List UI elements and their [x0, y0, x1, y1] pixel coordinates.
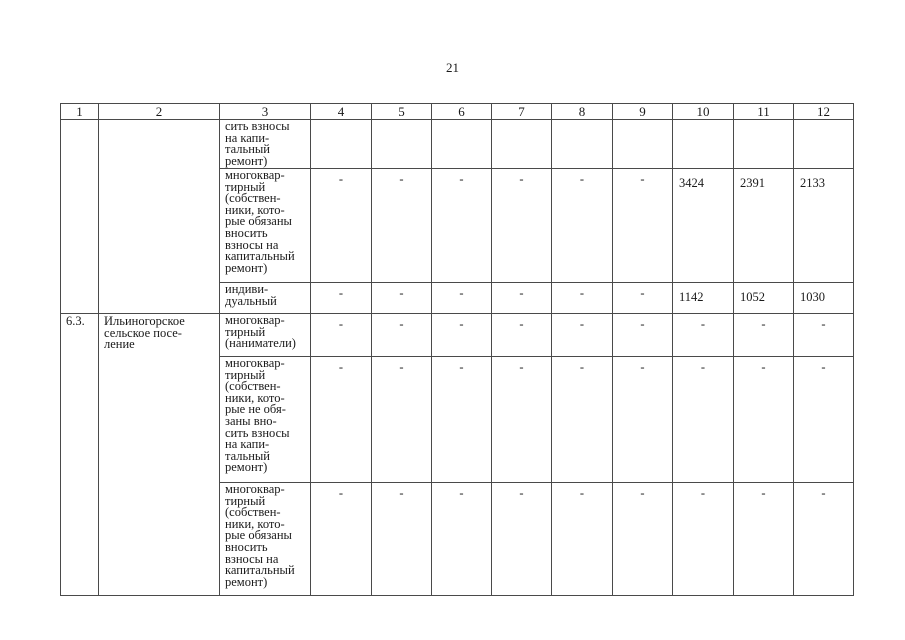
table-row	[61, 120, 854, 169]
value-cell-text	[734, 120, 793, 125]
value-cell-text: 2391	[740, 176, 765, 190]
table-row	[61, 483, 854, 596]
row-number-cell	[61, 483, 99, 596]
value-cell-text: -	[399, 172, 404, 186]
settlement-cell-text	[99, 120, 219, 122]
header-cell: 3	[220, 104, 311, 120]
value-cell	[734, 314, 794, 357]
value-cell-text: -	[640, 286, 645, 300]
value-cell	[372, 120, 432, 169]
value-cell	[734, 120, 794, 169]
row-number-cell	[61, 283, 99, 314]
value-cell	[311, 483, 372, 596]
header-cell: 8	[552, 104, 613, 120]
housing-type-cell	[220, 283, 311, 314]
header-cell: 12	[794, 104, 854, 120]
row-number-cell-text	[61, 357, 98, 359]
housing-type-cell-text: многоквар- тирный (собствен- ники, кото- рые не обя- заны вно- сить взносы на капи- тальный ремонт)	[225, 356, 290, 475]
value-cell-text: -	[459, 317, 464, 331]
value-cell-text: -	[821, 360, 826, 374]
value-cell-text: -	[338, 360, 344, 374]
value-cell	[613, 283, 673, 314]
value-cell	[734, 483, 794, 596]
settlement-cell-text	[99, 483, 219, 485]
value-cell-text: -	[459, 286, 464, 300]
value-cell	[734, 283, 794, 314]
value-cell	[794, 314, 854, 357]
header-cell: 10	[673, 104, 734, 120]
value-cell-text: -	[399, 486, 404, 500]
header-cell: 1	[61, 104, 99, 120]
value-cell-text: -	[459, 486, 464, 500]
value-cell	[311, 357, 372, 483]
value-cell	[432, 283, 492, 314]
value-cell-text: -	[640, 172, 645, 186]
value-cell	[673, 169, 734, 283]
value-cell-text	[311, 120, 371, 125]
settlement-cell	[99, 283, 220, 314]
table-row	[61, 314, 854, 357]
housing-type-cell-text: многоквар- тирный (собствен- ники, кото- рые обязаны вносить взносы на капитальный ремонт)	[225, 168, 295, 275]
row-number-cell	[61, 169, 99, 283]
settlement-cell	[99, 483, 220, 596]
table-row	[61, 357, 854, 483]
value-cell	[432, 357, 492, 483]
header-cell: 6	[432, 104, 492, 120]
value-cell-text: -	[338, 286, 344, 300]
value-cell-text: -	[640, 360, 645, 374]
value-cell-text: 1142	[679, 290, 704, 304]
value-cell	[492, 314, 552, 357]
row-number-cell	[61, 314, 99, 357]
value-cell-text: -	[700, 317, 706, 331]
value-cell	[794, 283, 854, 314]
value-cell	[613, 357, 673, 483]
value-cell-text: 3424	[679, 176, 704, 190]
value-cell	[734, 169, 794, 283]
value-cell	[372, 483, 432, 596]
value-cell	[552, 357, 613, 483]
value-cell-text: -	[519, 172, 524, 186]
value-cell	[613, 314, 673, 357]
value-cell	[492, 357, 552, 483]
value-cell	[552, 120, 613, 169]
value-cell-text: -	[700, 486, 706, 500]
value-cell-text	[552, 120, 612, 125]
value-cell	[552, 283, 613, 314]
value-cell	[372, 283, 432, 314]
value-cell-text: -	[579, 360, 585, 374]
row-number-cell-text	[61, 483, 98, 485]
value-cell-text: 1030	[800, 290, 825, 304]
value-cell-text: -	[519, 317, 524, 331]
table-row	[61, 283, 854, 314]
value-cell-text: 2133	[800, 176, 825, 190]
housing-type-cell	[220, 314, 311, 357]
value-cell-text: -	[338, 486, 344, 500]
table-row	[61, 169, 854, 283]
value-cell	[734, 357, 794, 483]
value-cell-text: -	[761, 317, 766, 331]
value-cell	[673, 314, 734, 357]
row-number-cell-text	[61, 120, 98, 122]
value-cell	[311, 169, 372, 283]
housing-type-cell	[220, 483, 311, 596]
value-cell-text: -	[640, 486, 645, 500]
value-cell	[794, 357, 854, 483]
value-cell	[492, 120, 552, 169]
housing-type-cell-text: сить взносы на капи- тальный ремонт)	[225, 119, 290, 168]
value-cell	[673, 283, 734, 314]
value-cell	[613, 169, 673, 283]
value-cell	[552, 483, 613, 596]
value-cell	[673, 357, 734, 483]
header-cell: 5	[372, 104, 432, 120]
value-cell-text	[372, 120, 431, 125]
header-cell: 9	[613, 104, 673, 120]
value-cell	[372, 314, 432, 357]
value-cell-text: -	[821, 486, 826, 500]
value-cell	[311, 120, 372, 169]
row-number-cell-text	[61, 283, 98, 285]
value-cell-text	[492, 120, 551, 125]
settlement-cell-text	[99, 357, 219, 359]
value-cell	[492, 169, 552, 283]
value-cell-text: -	[761, 486, 766, 500]
value-cell-text: -	[519, 360, 524, 374]
value-cell	[432, 483, 492, 596]
value-cell-text: -	[399, 286, 404, 300]
value-cell-text: -	[519, 486, 524, 500]
value-cell	[311, 314, 372, 357]
housing-type-cell-text: многоквар- тирный (наниматели)	[225, 313, 296, 351]
settlement-cell	[99, 357, 220, 483]
table-body	[61, 104, 854, 596]
value-cell-text: -	[821, 317, 826, 331]
value-cell	[794, 483, 854, 596]
value-cell-text: -	[519, 286, 524, 300]
settlement-cell-text: Ильиногорское сельское посе- ление	[104, 314, 185, 352]
value-cell-text: -	[338, 172, 344, 186]
header-cell: 11	[734, 104, 794, 120]
value-cell-text: -	[579, 286, 585, 300]
value-cell	[794, 169, 854, 283]
value-cell-text: -	[399, 317, 404, 331]
housing-type-cell	[220, 169, 311, 283]
value-cell	[673, 120, 734, 169]
value-cell-text: 1052	[740, 290, 765, 304]
value-cell-text: -	[338, 317, 344, 331]
settlement-cell-text	[99, 169, 219, 171]
table-header-row	[61, 104, 854, 120]
row-number-cell	[61, 357, 99, 483]
housing-type-cell-text: многоквар- тирный (собствен- ники, кото- рые обязаны вносить взносы на капитальный ремонт)	[225, 482, 295, 589]
value-cell	[372, 357, 432, 483]
value-cell-text: -	[700, 360, 706, 374]
value-cell-text: -	[579, 172, 585, 186]
value-cell-text	[673, 120, 733, 125]
value-cell	[311, 283, 372, 314]
value-cell	[552, 169, 613, 283]
value-cell-text: -	[579, 317, 585, 331]
value-cell-text: -	[399, 360, 404, 374]
data-table	[60, 103, 854, 596]
value-cell	[673, 483, 734, 596]
row-number-cell-text	[61, 169, 98, 171]
value-cell-text	[613, 120, 672, 125]
value-cell	[432, 314, 492, 357]
value-cell	[492, 483, 552, 596]
row-number-cell	[61, 120, 99, 169]
value-cell-text	[794, 120, 853, 125]
value-cell-text	[432, 120, 491, 125]
value-cell	[372, 169, 432, 283]
value-cell-text: -	[459, 360, 464, 374]
header-cell: 2	[99, 104, 220, 120]
header-cell: 7	[492, 104, 552, 120]
page-number: 21	[446, 60, 459, 75]
value-cell	[492, 283, 552, 314]
value-cell	[613, 120, 673, 169]
value-cell	[552, 314, 613, 357]
value-cell-text: -	[459, 172, 464, 186]
settlement-cell	[99, 314, 220, 357]
value-cell-text: -	[640, 317, 645, 331]
value-cell	[794, 120, 854, 169]
settlement-cell	[99, 169, 220, 283]
settlement-cell-text	[99, 283, 219, 285]
housing-type-cell	[220, 357, 311, 483]
header-cell: 4	[311, 104, 372, 120]
settlement-cell	[99, 120, 220, 169]
value-cell	[432, 120, 492, 169]
housing-type-cell	[220, 120, 311, 169]
value-cell	[613, 483, 673, 596]
row-number-cell-text: 6.3.	[66, 314, 85, 328]
value-cell	[432, 169, 492, 283]
housing-type-cell-text: индиви- дуальный	[225, 282, 277, 308]
value-cell-text: -	[761, 360, 766, 374]
value-cell-text: -	[579, 486, 585, 500]
